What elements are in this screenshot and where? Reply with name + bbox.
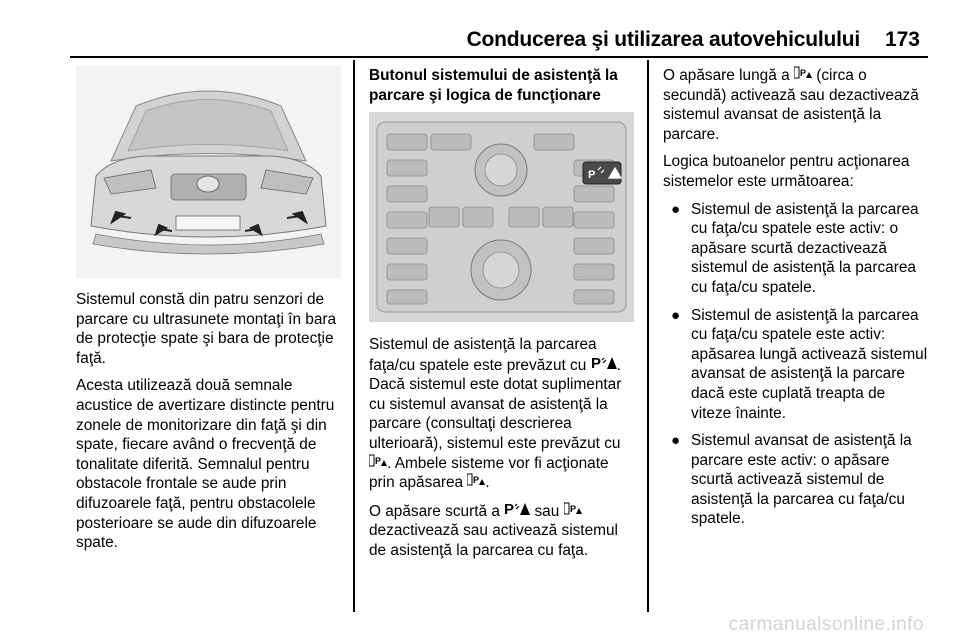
list-item: ● Sistemul de asistenţă la parcarea cu faţa/cu spatele este activ: o apăsare scurtă dezactivează sistemul de asistenţă la parcarea cu faţa/cu spatele. [671, 200, 919, 296]
car-front-parking-sensors-figure [76, 66, 341, 278]
column-divider-1 [353, 60, 355, 612]
header-rule [70, 56, 928, 58]
column-3 [663, 66, 928, 537]
svg-text:P: P [590, 354, 601, 370]
paragraph: Sistemul de asistenţă la parcarea faţa/cu spatele este prevăzut cu P . Dacă sistemul este dotat suplimentar cu sistemul avansat de asistenţă la parcare (consultaţi descrierea ulterioară), sistemul este prevăzut cu P . Ambele sisteme vor fi acţionate prin apăsarea P . [369, 336, 622, 492]
paragraph: Sistemul constă din patru senzori de parcare cu ultrasunete montaţi în bara de protecţie spate şi bara de protecţie faţă. [76, 291, 337, 367]
page-number: 173 [884, 28, 920, 51]
svg-text:P: P [588, 169, 596, 181]
advanced-parking-assist-icon [467, 473, 485, 493]
advanced-parking-assist-icon [794, 66, 812, 86]
parking-assist-button-panel-figure [369, 112, 634, 322]
paragraph: Logica butoanelor pentru acţionarea sistemelor este următoarea: [663, 153, 910, 190]
watermark: carmanualsonline.info [728, 614, 924, 635]
section-heading: Butonul sistemului de asistenţă la parcare şi logica de funcţionare [369, 67, 618, 104]
page-title: Conducerea şi utilizarea autovehiculului [466, 28, 860, 51]
list-item: ● Sistemul de asistenţă la parcarea cu faţa/cu spatele este activ: apăsarea lungă activează sistemul avansat de asistenţă la parcare dacă este cuplată treapta de viteze înainte. [671, 306, 928, 422]
page-header [0, 0, 960, 60]
paragraph: O apăsare lungă a P (circa o secundă) activează sau dezactivează sistemul avansat de asistenţă la parcare. [663, 67, 919, 143]
bullet-icon: ● [671, 306, 681, 324]
parking-assist-icon [504, 501, 530, 522]
svg-text:P: P [375, 455, 382, 466]
svg-text:P: P [473, 475, 480, 486]
svg-text:P: P [569, 503, 576, 514]
svg-text:P: P [504, 500, 515, 516]
column-divider-2 [647, 60, 649, 612]
column-2 [369, 335, 634, 569]
bullet-icon: ● [671, 432, 681, 450]
column-1 [76, 290, 341, 561]
list-item: ● Sistemul avansat de asistenţă la parcare este activ: o apăsare scurtă activează sistemul de asistenţă la parcarea cu faţa/cu spatele. [671, 432, 912, 528]
bullet-list [663, 200, 928, 530]
paragraph: Acesta utilizează două semnale acustice de avertizare distincte pentru zonele de monitorizare din faţă şi din spate, fiecare având o frecvenţă de tonalitate diferită. Semnalul pentru obstacole frontale se aude prin difuzoarele faţă, pentru obstacolele posterioare se aude din difuzoarele spate. [76, 377, 335, 552]
svg-text:P: P [799, 68, 806, 78]
advanced-parking-assist-icon [369, 454, 387, 474]
parking-assist-icon [591, 355, 617, 376]
bullet-icon: ● [671, 200, 681, 218]
advanced-parking-assist-icon [564, 502, 582, 522]
paragraph: O apăsare scurtă a P sau P dezactivează sau activează sistemul de asistenţă la parcarea cu faţa. [369, 500, 618, 559]
